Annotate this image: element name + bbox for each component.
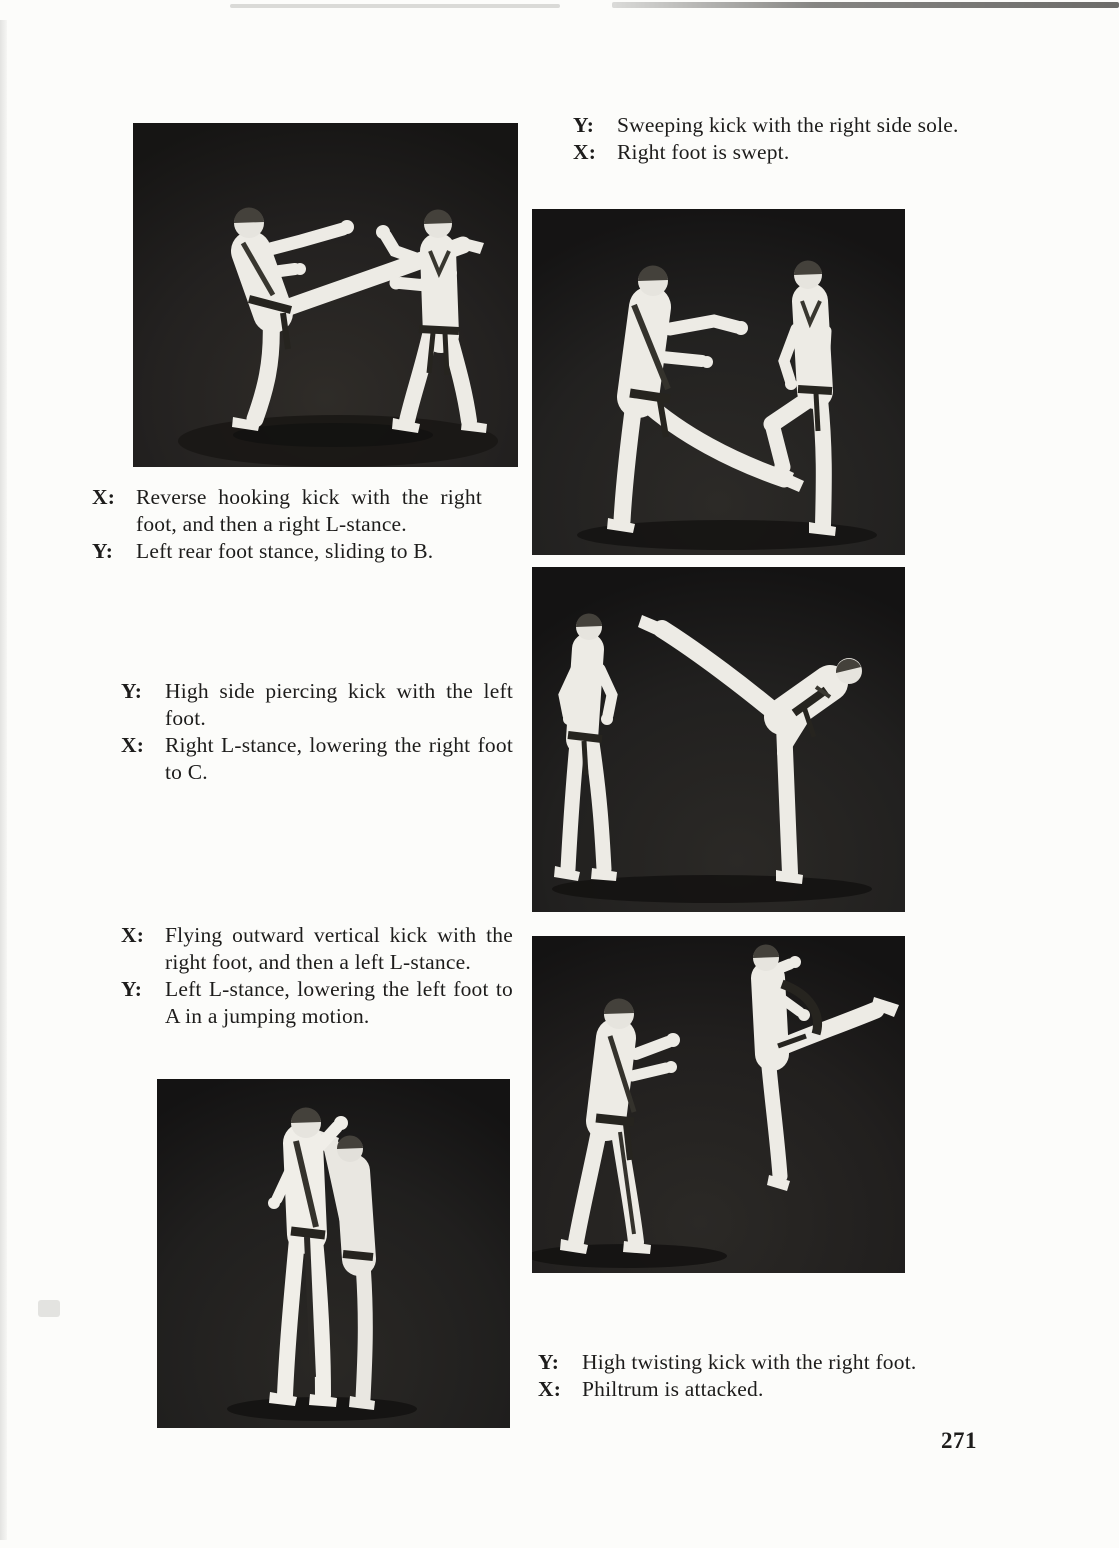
photo-flying-outward-vertical-kick xyxy=(532,936,905,1273)
caption-line xyxy=(538,1349,931,1376)
caption-text: Reverse hooking kick with the right foot, and then a right L-stance. xyxy=(136,485,482,536)
caption-line xyxy=(121,678,513,732)
caption-high-twisting-kick xyxy=(538,1349,931,1403)
caption-line xyxy=(92,538,482,565)
caption-label: Y: xyxy=(121,977,143,1001)
caption-label: X: xyxy=(92,485,116,509)
photo-reverse-hooking-kick xyxy=(133,123,518,467)
caption-line xyxy=(121,976,513,1030)
caption-line xyxy=(92,484,482,538)
caption-line xyxy=(573,139,966,166)
photo-flying-outward-vertical-kick-image xyxy=(532,936,905,1273)
caption-label: Y: xyxy=(121,679,143,703)
photo-high-twisting-kick-image xyxy=(157,1079,510,1428)
photo-reverse-hooking-kick-image xyxy=(133,123,518,467)
caption-label: X: xyxy=(573,140,597,164)
caption-text: Left rear foot stance, sliding to B. xyxy=(136,539,434,563)
caption-label: X: xyxy=(538,1377,562,1401)
caption-text: Flying outward vertical kick with the right foot, and then a left L-stance. xyxy=(165,923,513,974)
caption-text: Left L-stance, lowering the left foot to A in a jumping motion. xyxy=(165,977,513,1028)
caption-line xyxy=(121,732,513,786)
caption-sweeping-kick xyxy=(573,112,966,166)
caption-line xyxy=(573,112,966,139)
caption-text: Sweeping kick with the right side sole. xyxy=(617,113,959,137)
caption-high-side-piercing-kick xyxy=(121,678,513,786)
photo-high-side-piercing-kick xyxy=(532,567,905,912)
scan-artifact-top-line xyxy=(612,2,1119,8)
caption-label: Y: xyxy=(92,539,114,563)
caption-text: High side piercing kick with the left foot. xyxy=(165,679,513,730)
caption-label: X: xyxy=(121,923,145,947)
caption-line xyxy=(538,1376,931,1403)
caption-flying-outward-vertical-kick xyxy=(121,922,513,1030)
caption-label: X: xyxy=(121,733,145,757)
photo-sweeping-kick xyxy=(532,209,905,555)
scan-artifact-top-line-faint xyxy=(230,4,560,8)
caption-text: High twisting kick with the right foot. xyxy=(582,1350,917,1374)
caption-line xyxy=(121,922,513,976)
page-number: 271 xyxy=(941,1428,977,1453)
photo-sweeping-kick-image xyxy=(532,209,905,555)
scan-edge-shadow xyxy=(0,20,7,1540)
caption-label: Y: xyxy=(538,1350,560,1374)
caption-reverse-hooking-kick xyxy=(92,484,482,565)
caption-text: Right foot is swept. xyxy=(617,140,790,164)
caption-text: Right L-stance, lowering the right foot to C. xyxy=(165,733,513,784)
caption-label: Y: xyxy=(573,113,595,137)
caption-text: Philtrum is attacked. xyxy=(582,1377,764,1401)
scan-smudge xyxy=(38,1300,60,1317)
photo-high-twisting-kick xyxy=(157,1079,510,1428)
photo-high-side-piercing-kick-image xyxy=(532,567,905,912)
